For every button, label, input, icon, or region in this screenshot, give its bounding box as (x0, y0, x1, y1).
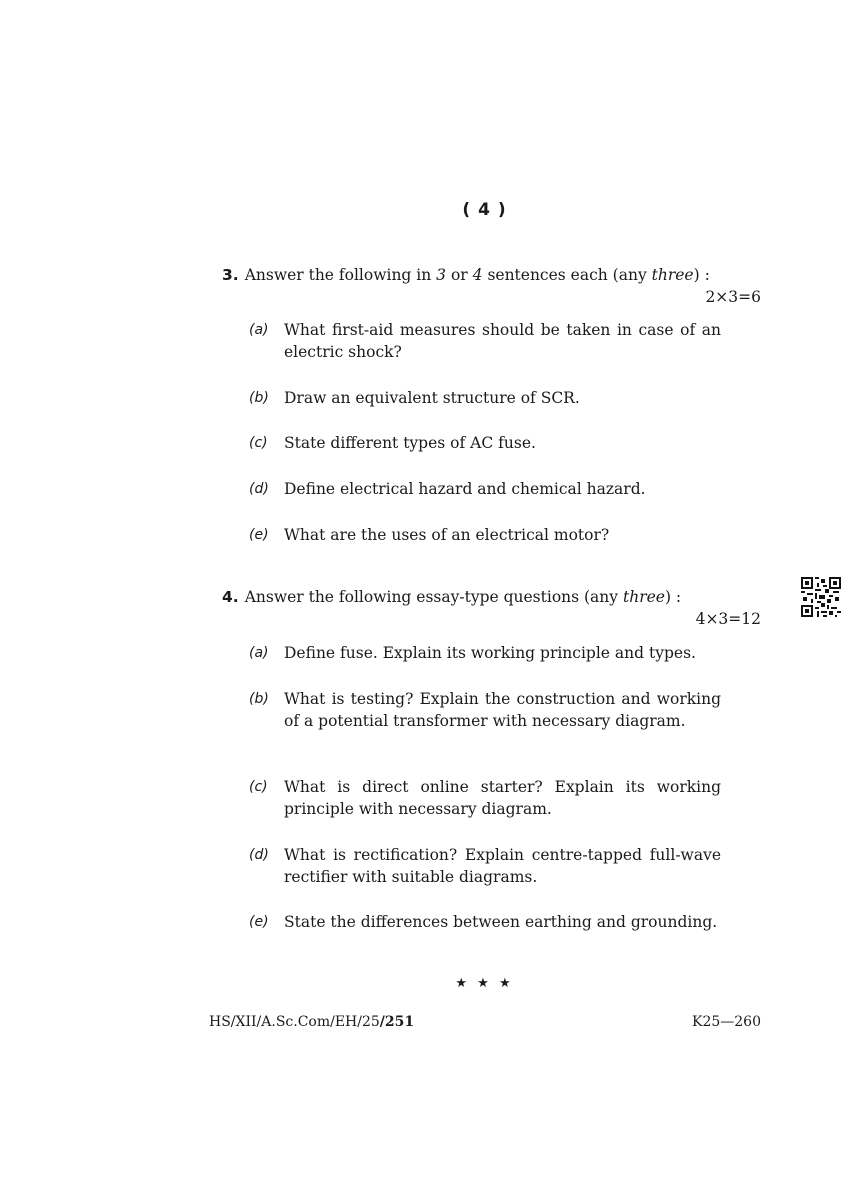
qr-code (801, 577, 841, 617)
question-4-item-c (249, 776, 721, 820)
question-4-item-a (249, 642, 721, 664)
question-3-item-d (249, 478, 721, 500)
item-label: (d) (249, 847, 269, 863)
item-text: What are the uses of an electrical motor? (284, 526, 610, 544)
item-text: What first-aid measures should be taken in case of an electric shock? (284, 321, 721, 361)
question-3-item-c (249, 432, 721, 454)
question-3-heading: 3. Answer the following in 3 or 4 sentences each (any three) : (222, 266, 710, 284)
question-3-item-a (249, 319, 721, 363)
question-3-marks: 2×3=6 (705, 288, 761, 306)
question-3-item-e (249, 524, 721, 546)
end-marker: ★ ★ ★ (455, 976, 514, 991)
item-label: (a) (249, 645, 269, 661)
item-label: (e) (249, 914, 269, 930)
item-text: Define electrical hazard and chemical hazard. (284, 480, 646, 498)
item-label: (a) (249, 322, 269, 338)
item-text: What is testing? Explain the construction and working of a potential transformer with necessary diagram. (284, 690, 721, 730)
page-number: ( 4 ) (462, 200, 507, 220)
item-text: Draw an equivalent structure of SCR. (284, 389, 580, 407)
question-4-item-b (249, 688, 721, 732)
question-4-number: 4. (222, 588, 239, 606)
item-label: (e) (249, 527, 269, 543)
question-4-item-d (249, 844, 721, 888)
item-label: (c) (249, 435, 268, 451)
item-label: (c) (249, 779, 268, 795)
print-code: K25—260 (692, 1014, 761, 1030)
item-text: What is rectification? Explain centre-tapped full-wave rectifier with suitable diagrams. (284, 846, 721, 886)
paper-code: HS/XII/A.Sc.Com/EH/25/251 (209, 1014, 415, 1030)
item-label: (d) (249, 481, 269, 497)
item-text: Define fuse. Explain its working principle and types. (284, 644, 696, 662)
question-4-marks: 4×3=12 (695, 610, 761, 628)
question-4-heading: 4. Answer the following essay-type questions (any three) : (222, 588, 682, 606)
question-3-item-b (249, 387, 721, 409)
item-text: State different types of AC fuse. (284, 434, 536, 452)
item-label: (b) (249, 390, 269, 406)
question-4-item-e (249, 911, 721, 933)
item-text: State the differences between earthing and grounding. (284, 913, 718, 931)
question-3-number: 3. (222, 266, 239, 284)
item-text: What is direct online starter? Explain its working principle with necessary diagram. (284, 778, 721, 818)
item-label: (b) (249, 691, 269, 707)
